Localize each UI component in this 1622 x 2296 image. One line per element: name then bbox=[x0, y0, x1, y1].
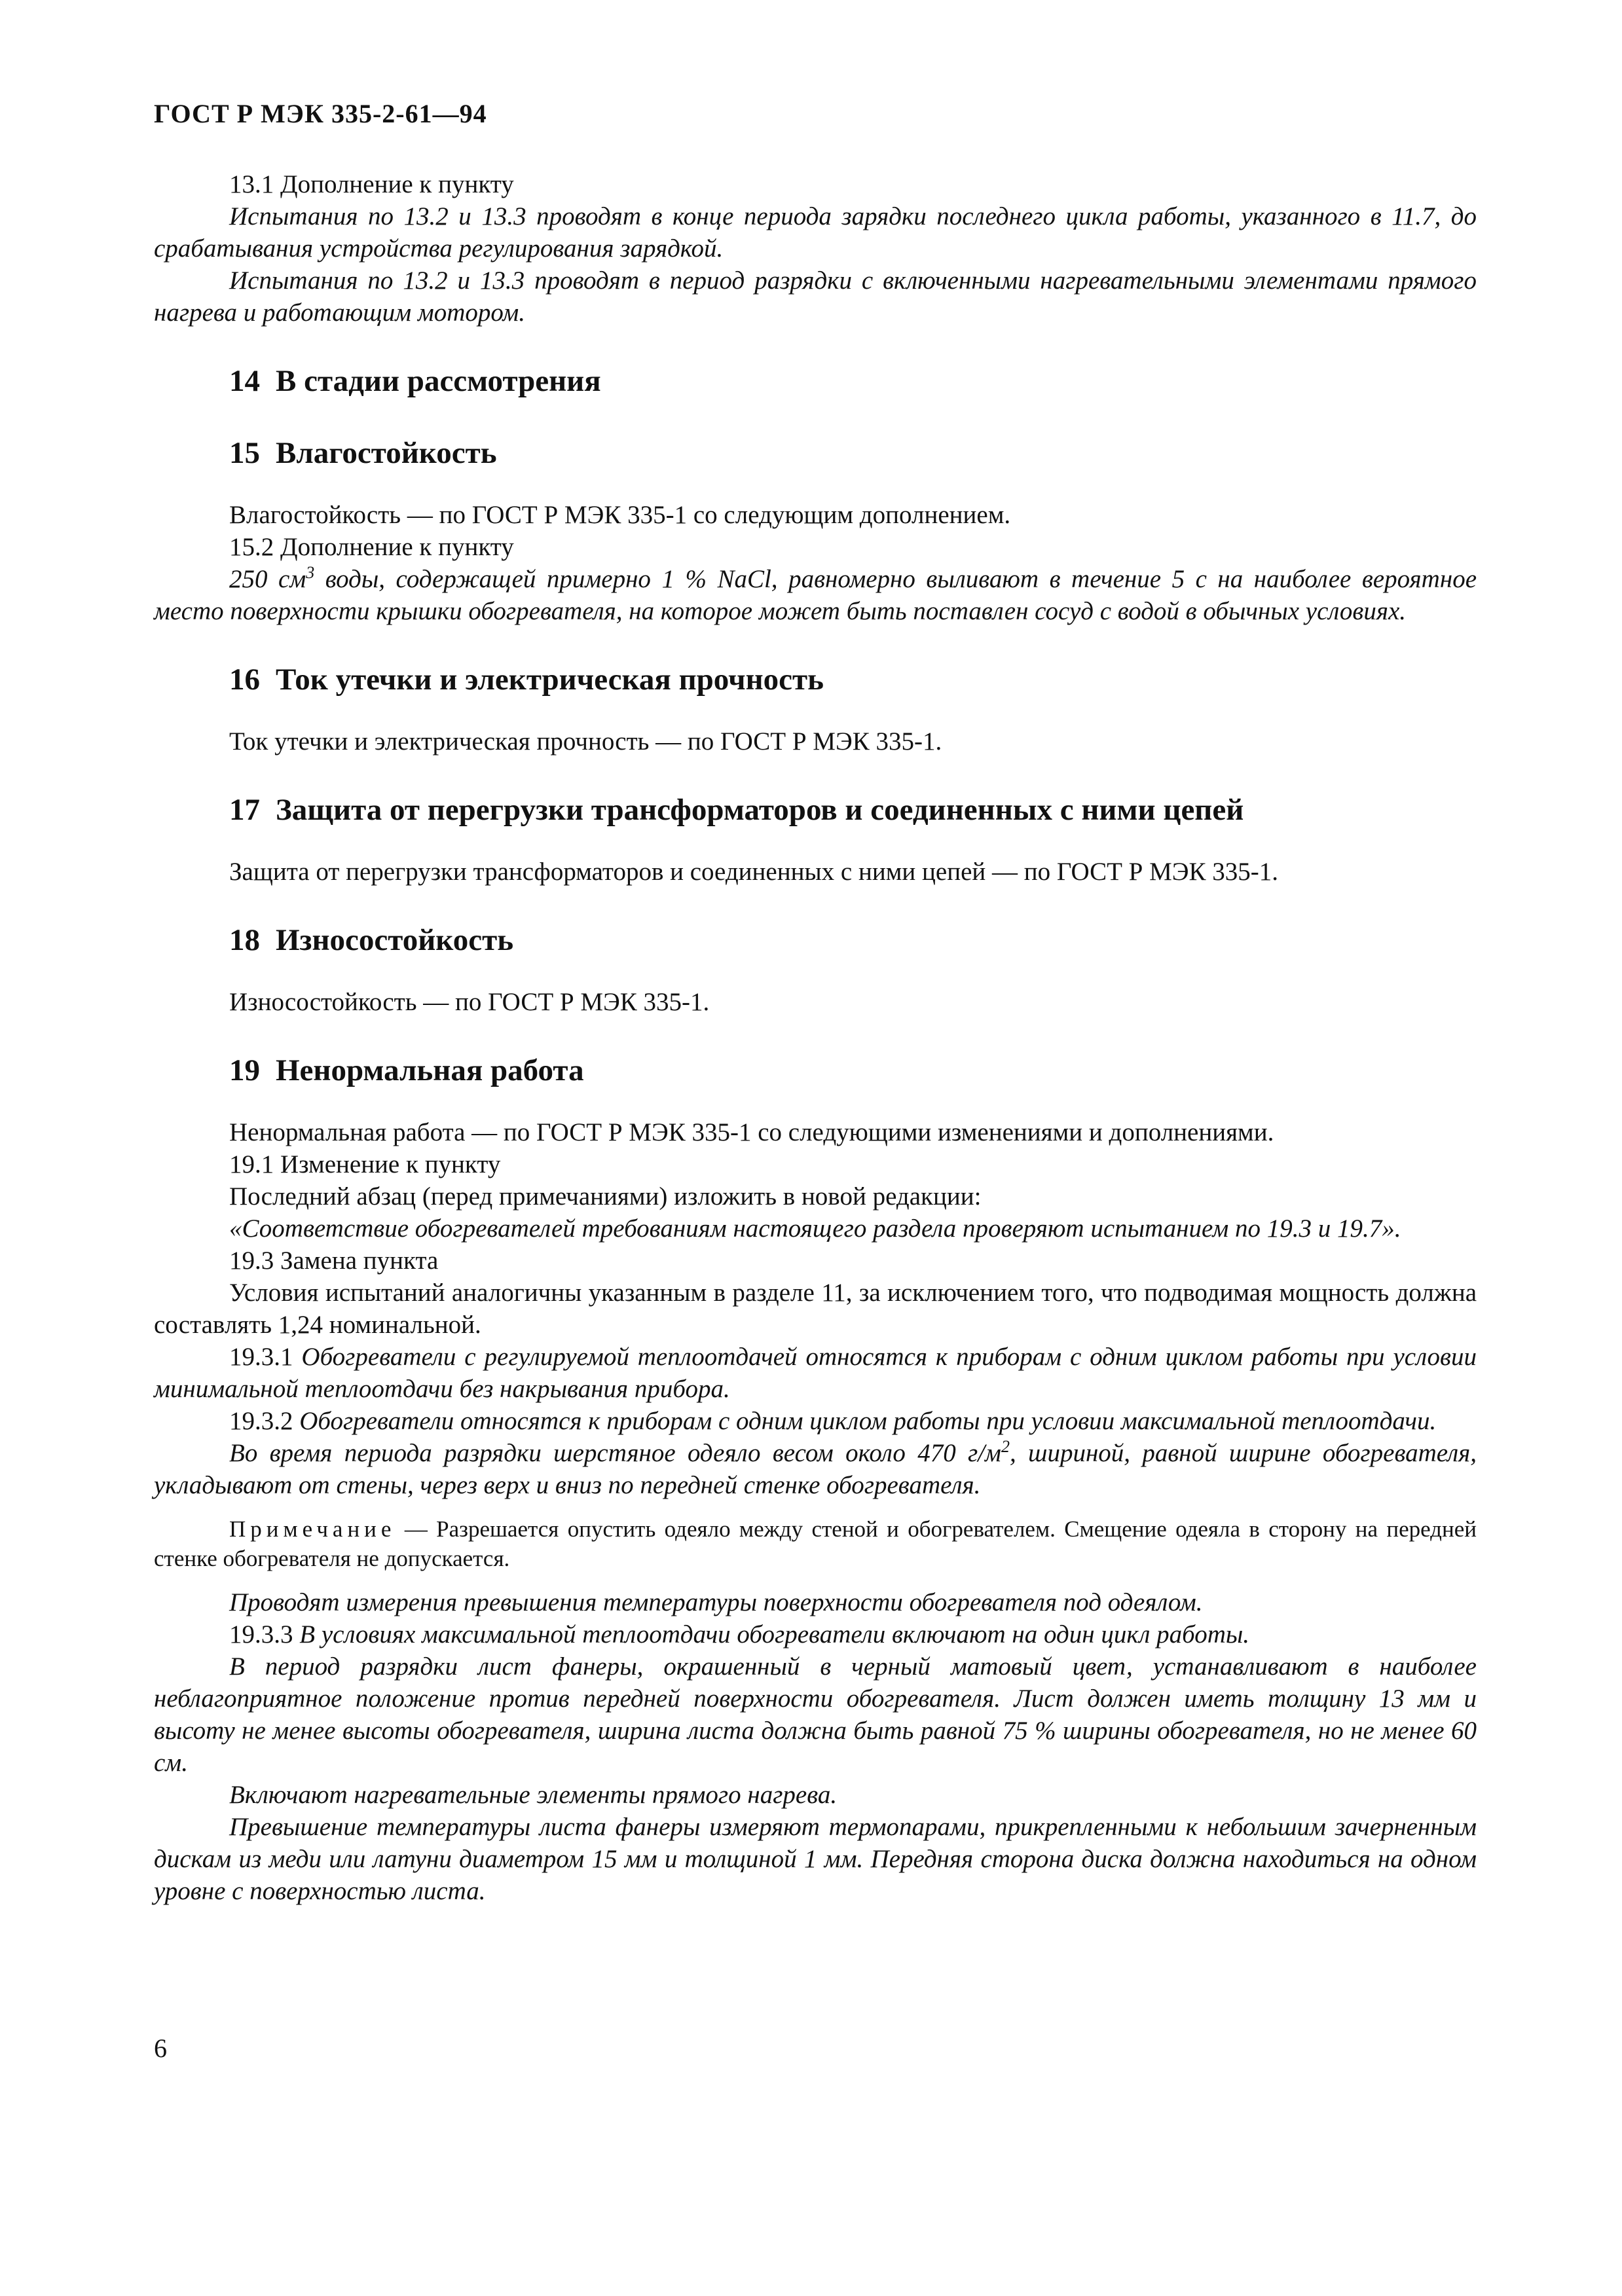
paragraph: Условия испытаний аналогичны указанным в разделе 11, за исключением того, что подводимая мощность должна составлять 1,24 номинальной. bbox=[154, 1279, 1477, 1339]
page-number: 6 bbox=[154, 2033, 167, 2063]
clause-19-3-2: 19.3.2 Обогреватели относятся к приборам с одним циклом работы при условии максимальной теплоотдачи. bbox=[229, 1407, 1437, 1435]
note: Примечание — Разрешается опустить одеяло между стеной и обогревателем. Смещение одеяла в сторону на передней стенке обогревателя не допускается. bbox=[154, 1516, 1477, 1571]
section-17-heading: 17 Защита от перегрузки трансформаторов и соединенных с ними цепей bbox=[229, 793, 1244, 827]
section-18-heading: 18 Износостойкость bbox=[229, 923, 514, 957]
paragraph: Включают нагревательные элементы прямого нагрева. bbox=[229, 1781, 838, 1809]
clause-19-3: 19.3 Замена пункта bbox=[229, 1247, 439, 1275]
paragraph: Износостойкость — по ГОСТ Р МЭК 335-1. bbox=[229, 988, 710, 1016]
paragraph: Защита от перегрузки трансформаторов и соединенных с ними цепей — по ГОСТ Р МЭК 335-1. bbox=[229, 858, 1279, 886]
section-15-heading: 15 Влагостойкость bbox=[229, 436, 497, 470]
paragraph: «Соответствие обогревателей требованиям настоящего раздела проверяют испытанием по 19.3 и 19.7». bbox=[229, 1214, 1401, 1243]
paragraph: Ток утечки и электрическая прочность — по ГОСТ Р МЭК 335-1. bbox=[229, 727, 942, 756]
document-header: ГОСТ Р МЭК 335-2-61—94 bbox=[154, 99, 487, 128]
paragraph: Влагостойкость — по ГОСТ Р МЭК 335-1 со следующим дополнением. bbox=[229, 501, 1011, 529]
clause-13-1: 13.1 Дополнение к пункту bbox=[229, 170, 514, 198]
paragraph: Во время периода разрядки шерстяное одеяло весом около 470 $г/м^2$, шириной, равной ширине обогревателя, укладывают от стены, через верх и вниз по передней стенке обогревателя. bbox=[154, 1437, 1477, 1499]
section-19-heading: 19 Ненормальная работа bbox=[229, 1053, 584, 1087]
paragraph: Ненормальная работа — по ГОСТ Р МЭК 335-1 со следующими изменениями и дополнениями. bbox=[229, 1118, 1274, 1146]
paragraph: Проводят измерения превышения температуры поверхности обогревателя под одеялом. bbox=[229, 1588, 1203, 1616]
paragraph: Последний абзац (перед примечаниями) изложить в новой редакции: bbox=[229, 1182, 982, 1211]
clause-19-3-3: 19.3.3 В условиях максимальной теплоотдачи обогреватели включают на один цикл работы. bbox=[229, 1620, 1250, 1649]
section-14-heading: 14 В стадии рассмотрения bbox=[229, 364, 601, 398]
paragraph: Превышение температуры листа фанеры измеряют термопарами, прикрепленными к небольшим зачерненным дискам из меди или латуни диаметром 15 мм и толщиной 1 мм. Передняя сторона диска должна находиться на одном уровне с поверхностью листа. bbox=[154, 1813, 1477, 1905]
paragraph: В период разрядки лист фанеры, окрашенный в черный матовый цвет, устанавливают в наиболее неблагоприятное положение против передней поверхности обогревателя. Лист должен иметь толщину 13 мм и высоту не менее высоты обогревателя, ширина листа должна быть равной 75 % ширины обогревателя, но не менее 60 см. bbox=[154, 1652, 1477, 1777]
note-label: Примечание bbox=[229, 1516, 396, 1542]
section-16-heading: 16 Ток утечки и электрическая прочность bbox=[229, 663, 824, 697]
clause-19-1: 19.1 Изменение к пункту bbox=[229, 1150, 501, 1178]
paragraph: Испытания по 13.2 и 13.3 проводят в период разрядки с включенными нагревательными элементами прямого нагрева и работающим мотором. bbox=[154, 266, 1477, 327]
paragraph: 250 $см^3$ воды, содержащей примерно 1 % NaCl, равномерно выливают в течение 5 с на наиболее вероятное место поверхности крышки обогревателя, на которое может быть поставлен сосуд с водой в обычных условиях. bbox=[154, 563, 1477, 625]
clause-19-3-1: 19.3.1 Обогреватели с регулируемой теплоотдачей относятся к приборам с одним циклом работы при условии минимальной теплоотдачи без накрывания прибора. bbox=[154, 1343, 1477, 1403]
paragraph: Испытания по 13.2 и 13.3 проводят в конце периода зарядки последнего цикла работы, указанного в 11.7, до срабатывания устройства регулирования зарядкой. bbox=[154, 202, 1477, 263]
document-page bbox=[154, 98, 1477, 1907]
clause-15-2: 15.2 Дополнение к пункту bbox=[229, 533, 514, 561]
